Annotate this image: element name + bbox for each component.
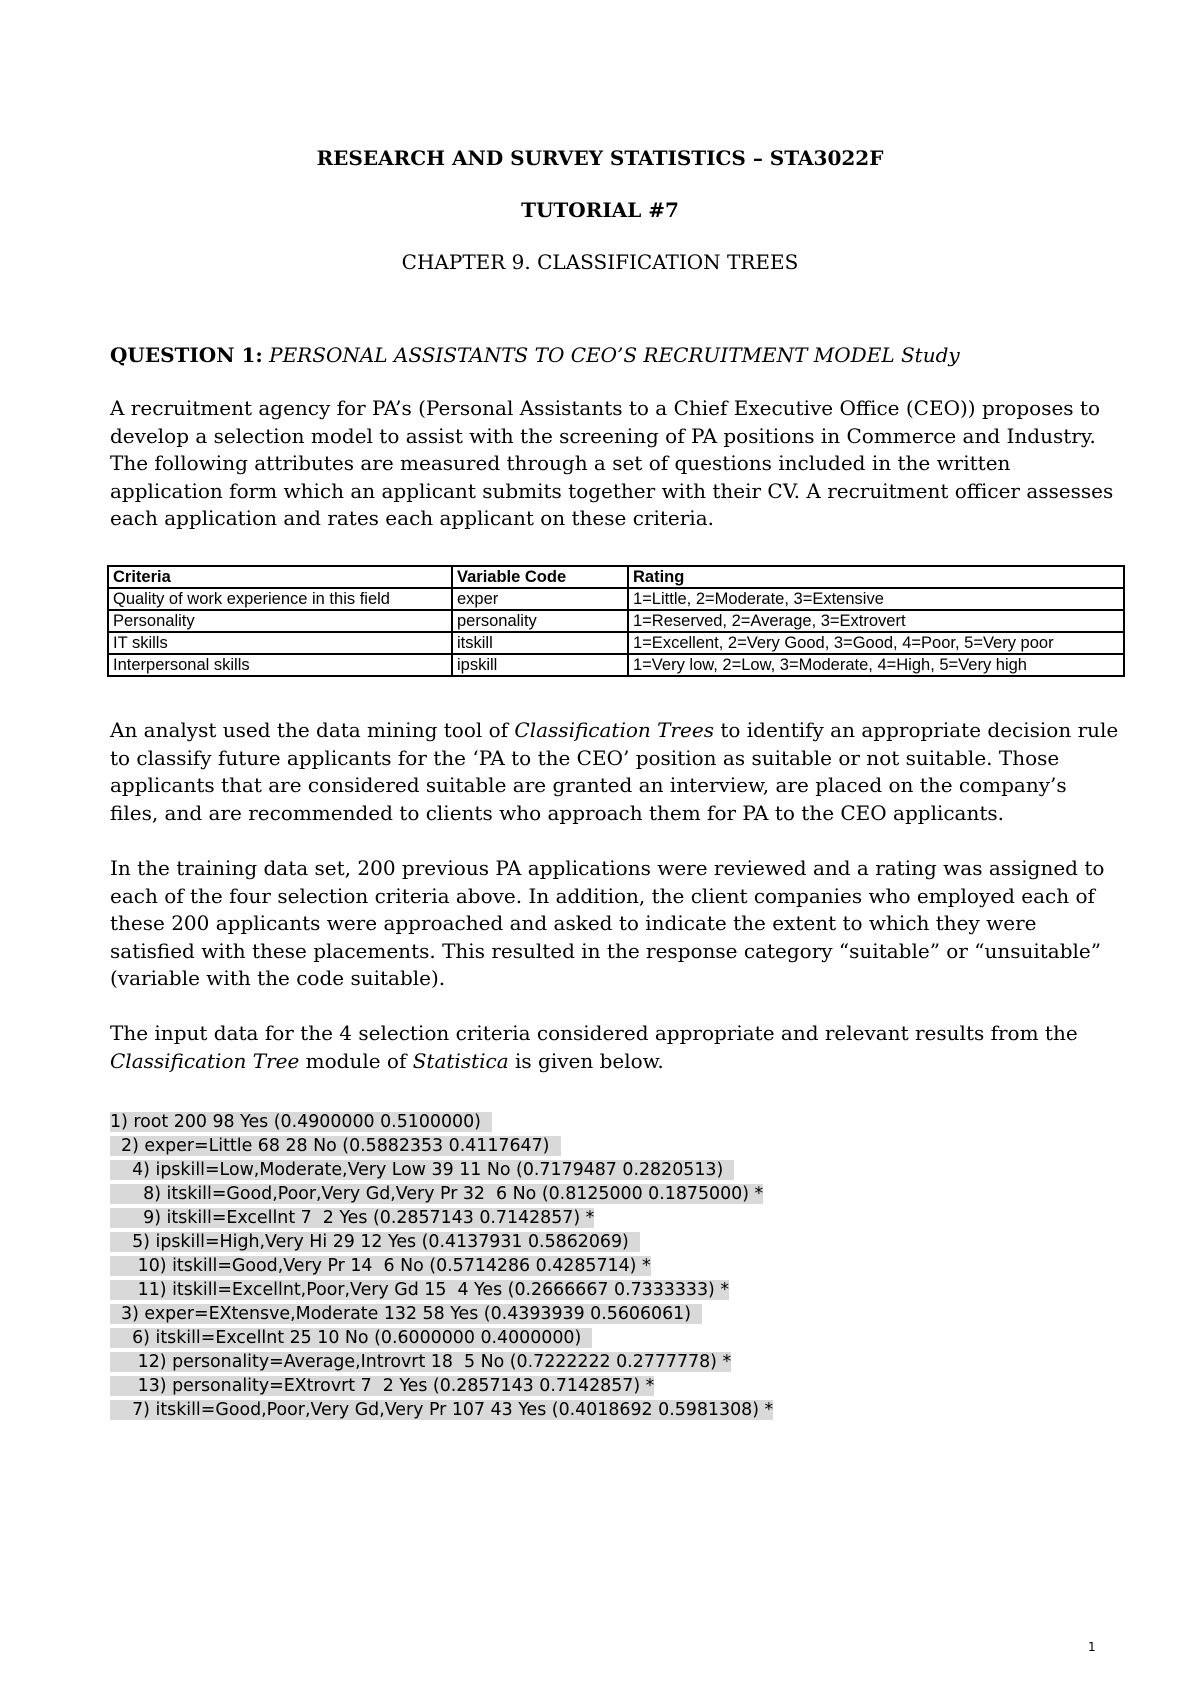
tree-node-line: 10) itskill=Good,Very Pr 14 6 No (0.5714286 0.4285714) * — [110, 1256, 651, 1276]
table-cell: IT skills — [108, 632, 452, 654]
table-header-row — [108, 566, 1124, 588]
table-row — [108, 632, 1124, 654]
question-title: PERSONAL ASSISTANTS TO CEO’S RECRUITMENT MODEL Study — [269, 343, 960, 367]
criteria-table — [107, 565, 1125, 677]
table-row — [108, 588, 1124, 610]
tree-node-line: 9) itskill=Excellnt 7 2 Yes (0.2857143 0.7142857) * — [110, 1208, 595, 1228]
table-cell: 1=Very low, 2=Low, 3=Moderate, 4=High, 5=Very high — [628, 654, 1124, 676]
analysis-paragraph: An analyst used the data mining tool of Classification Trees to identify an appropriate decision rule to classify future applicants for the ‘PA to the CEO’ position as suitable or not suitable. Those applicants that are considered suitable are granted an interview, are placed on the company’s files, and are recommended to clients who approach them for PA to the CEO applicants. — [110, 718, 1119, 825]
table-cell: 1=Reserved, 2=Average, 3=Extrovert — [628, 610, 1124, 632]
table-cell: itskill — [452, 632, 628, 654]
table-cell: Interpersonal skills — [108, 654, 452, 676]
tree-output — [110, 1110, 773, 1422]
emphasis-term: Classification Trees — [514, 718, 714, 742]
course-title: RESEARCH AND SURVEY STATISTICS – STA3022F — [316, 146, 884, 170]
tree-node-line: 13) personality=EXtrovrt 7 2 Yes (0.2857143 0.7142857) * — [110, 1376, 655, 1396]
tree-node-line: 11) itskill=Excellnt,Poor,Very Gd 15 4 Yes (0.2666667 0.7333333) * — [110, 1280, 730, 1300]
question-heading — [110, 343, 960, 367]
table-row — [108, 654, 1124, 676]
table-cell: ipskill — [452, 654, 628, 676]
table-header-cell: Criteria — [108, 566, 452, 588]
tutorial-title: TUTORIAL #7 — [521, 198, 679, 222]
intro-paragraph: A recruitment agency for PA’s (Personal Assistants to a Chief Executive Office (CEO)) proposes to develop a selection model to assist with the screening of PA positions in Commerce and Industry. The following attributes are measured through a set of questions included in the written application form which an applicant submits together with their CV. A recruitment officer assesses each application and rates each applicant on these criteria. — [110, 396, 1114, 530]
table-cell: 1=Little, 2=Moderate, 3=Extensive — [628, 588, 1124, 610]
table-cell: exper — [452, 588, 628, 610]
chapter-title: CHAPTER 9. CLASSIFICATION TREES — [401, 250, 799, 274]
emphasis-term: Statistica — [412, 1048, 509, 1073]
tree-node-line: 8) itskill=Good,Poor,Very Gd,Very Pr 32 6 No (0.8125000 0.1875000) * — [110, 1184, 764, 1204]
tree-node-line: 2) exper=Little 68 28 No (0.5882353 0.4117647) — [110, 1136, 561, 1156]
page-number: 1 — [1088, 1640, 1096, 1654]
tree-node-line: 6) itskill=Excellnt 25 10 No (0.6000000 0.4000000) — [110, 1328, 593, 1348]
tree-node-line: 3) exper=EXtensve,Moderate 132 58 Yes (0.4393939 0.5606061) — [110, 1304, 703, 1324]
tree-node-line: 12) personality=Average,Introvrt 18 5 No (0.7222222 0.2777778) * — [110, 1352, 732, 1372]
tree-node-line: 4) ipskill=Low,Moderate,Very Low 39 11 No (0.7179487 0.2820513) — [110, 1160, 735, 1180]
question-label: QUESTION 1: — [110, 343, 263, 367]
tree-node-line: 5) ipskill=High,Very Hi 29 12 Yes (0.4137931 0.5862069) — [110, 1232, 640, 1252]
tree-node-line: 1) root 200 98 Yes (0.4900000 0.5100000) — [110, 1112, 492, 1132]
table-cell: Personality — [108, 610, 452, 632]
emphasis-term: Classification Tree — [110, 1048, 300, 1073]
training-paragraph: In the training data set, 200 previous PA applications were reviewed and a rating was assigned to each of the four selection criteria above. In addition, the client companies who employed each of these 200 applicants were approached and asked to indicate the extent to which they were satisfied with these placements. This resulted in the response category “suitable” or “unsuitable” (variable with the code suitable). — [110, 856, 1105, 990]
tree-node-line: 7) itskill=Good,Poor,Very Gd,Very Pr 107 43 Yes (0.4018692 0.5981308) * — [110, 1400, 774, 1420]
table-cell: 1=Excellent, 2=Very Good, 3=Good, 4=Poor, 5=Very poor — [628, 632, 1124, 654]
table-row — [108, 610, 1124, 632]
table-cell: Quality of work experience in this field — [108, 588, 452, 610]
table-header-cell: Variable Code — [452, 566, 628, 588]
table-header-cell: Rating — [628, 566, 1124, 588]
input-paragraph: The input data for the 4 selection criteria considered appropriate and relevant results from the Classification Tree module of Statistica is given below. — [110, 1021, 1078, 1073]
table-cell: personality — [452, 610, 628, 632]
